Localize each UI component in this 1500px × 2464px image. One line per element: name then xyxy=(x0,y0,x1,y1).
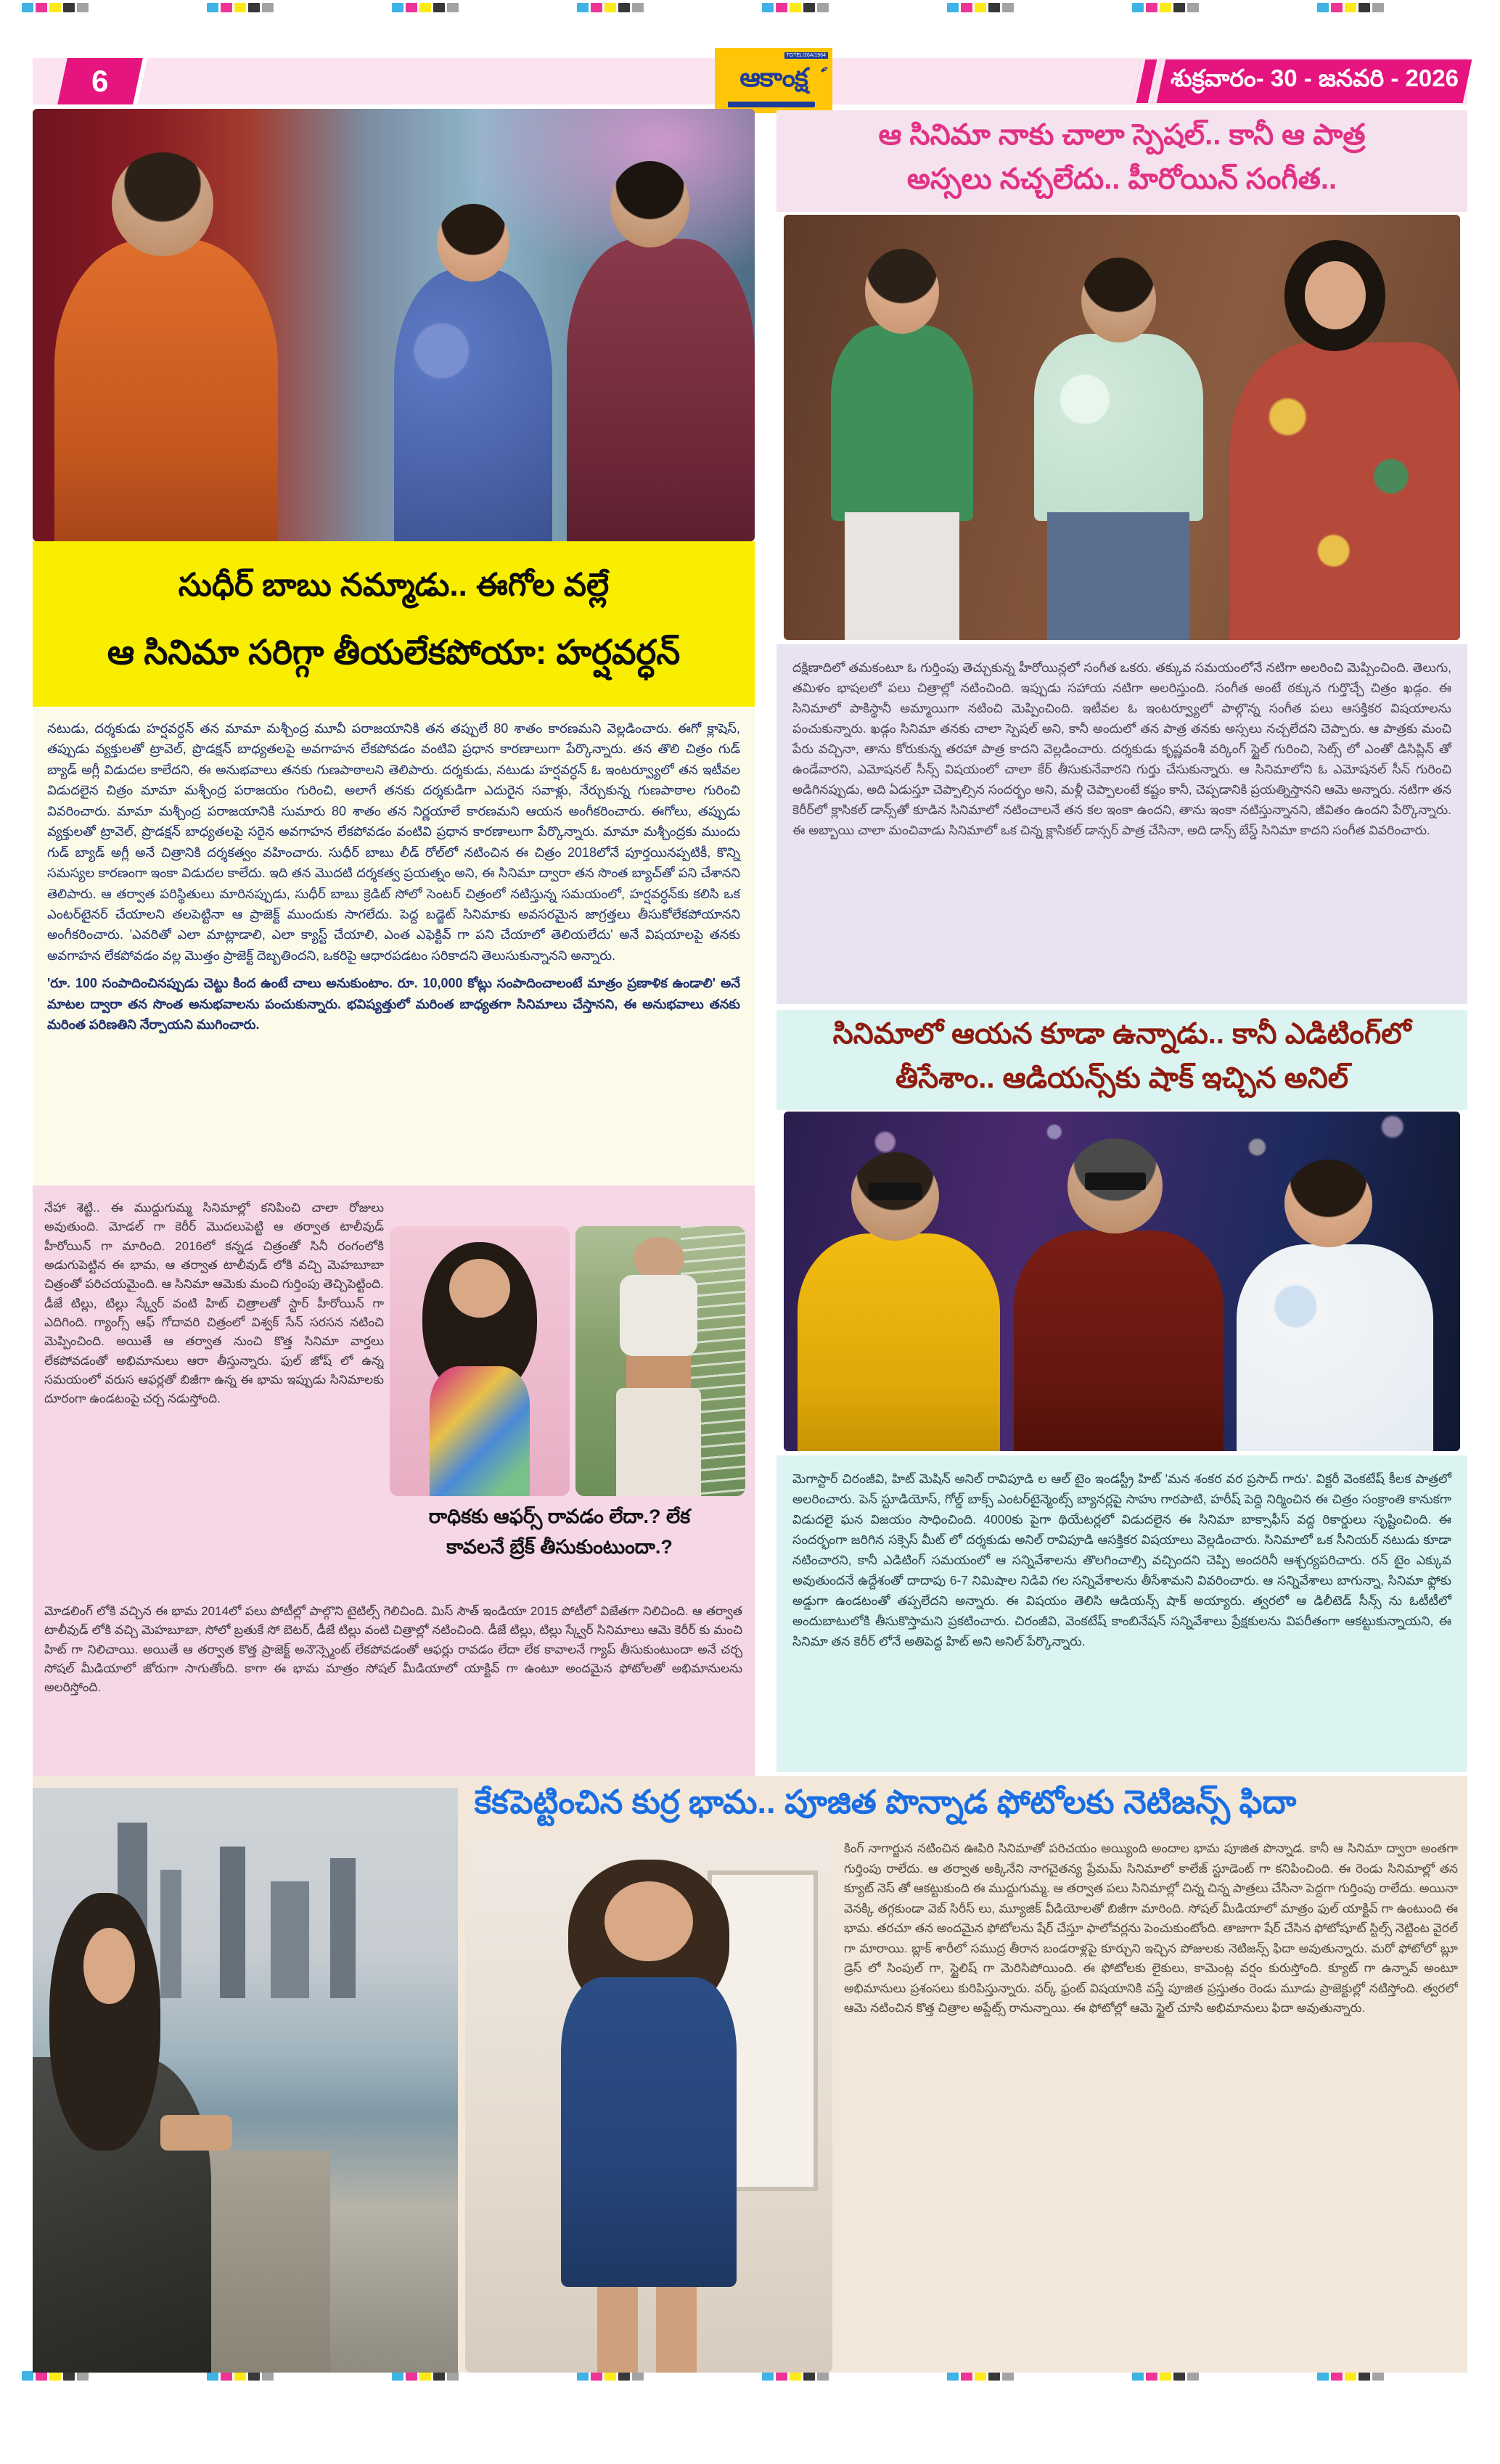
article-body-anil: మెగాస్టార్ చిరంజీవి, హిట్ మెషిన్ అనిల్ రావిపూడి ల ఆల్ టైం ఇండస్ట్రీ హిట్ 'మన శంకర వర ప్రసాద్ గారు'. విక్టరీ వెంకటేష్ కీలక పాత్రలో అలరించారు. పెన్ స్టూడియోస్, గోల్డ్ బాక్స్ ఎంటర్‌టైన్మెంట్స్ బ్యానర్లపై సాహు గారపాటి, హరీష్ పెద్ది నిర్మించిన ఈ చిత్రం సంక్రాంతి కానుకగా విడుదలై ఘన విజయం సాధించింది. 4000కు పైగా థియేటర్లలో విడుదలైన ఈ సినిమా బాక్సాఫీస్ వద్ద రికార్డులు సృష్టించింది. ఈ సందర్భంగా జరిగిన సక్సెస్ మీట్ లో దర్శకుడు అనిల్ రావిపూడి ఆసక్తికర విషయాలు వెల్లడించారు. సినిమాలో ఒక సీనియర్ నటుడు కూడా నటించారని, కానీ ఎడిటింగ్ సమయంలో ఆ సన్నివేశాలను తొలగించాల్సి వచ్చిందని చెప్పి అందరినీ ఆశ్చర్యపరిచారు. రన్ టైం ఎక్కువ అవుతుందనే ఉద్దేశంతో దాదాపు 6-7 నిమిషాల నిడివి గల సన్నివేశాలను తీసేశామని వివరించారు. ఆ సన్నివేశాలు బాగున్నా, సినిమా ఫ్లోకు అడ్డుగా ఉండటంతో తప్పలేదని అన్నారు. ఈ విషయం తెలిసి ఆడియన్స్ షాక్ అయ్యారు. త్వరలో ఆ డిలీటెడ్ సీన్స్ ను ఓటీటీలో అందుబాటులోకి తీసుకొస్తామని ప్రకటించారు. చిరంజీవి, వెంకటేష్ కాంబినేషన్ సన్నివేశాలు ప్రేక్షకులను విపరీతంగా ఆకట్టుకున్నాయని, ఈ సినిమా తన కెరీర్ లోనే అతిపెద్ద హిట్ అని అనిల్ పేర్కొన్నారు. xyxy=(776,1455,1467,1772)
page-number-badge xyxy=(57,58,148,104)
date-banner xyxy=(1157,59,1472,103)
harshavardhan-quote: 'రూ. 100 సంపాదించినప్పుడు చెట్టు కింద ఉంటే చాలు అనుకుంటాం. రూ. 10,000 కోట్లు సంపాదించాలంటే మాత్రం ప్రణాళిక ఉండాలి' అనే మాటల ద్వారా తన సొంత అనుభవాలను పంచుకున్నారు. భవిష్యత్తులో మరింత బాధ్యతగా సినిమాలు చేస్తానని, ఈ అనుభవాలు తనకు మరింత పరిణతిని నేర్పాయని ముగించారు. xyxy=(47,976,740,1032)
photo-anil-event xyxy=(784,1112,1460,1451)
article-body-harshavardhan xyxy=(33,707,755,1186)
masthead xyxy=(715,48,832,113)
article-radhika xyxy=(33,1186,755,1778)
print-registration-marks-top xyxy=(0,3,1500,15)
radhika-intro-text: నేహా శెట్టి.. ఈ ముద్దుగుమ్మ సినిమాల్లో కనిపించి చాలా రోజులు అవుతుంది. మోడల్ గా కెరీర్ మొదలుపెట్టి ఆ తర్వాత టాలీవుడ్ హీరోయిన్ గా మారింది. 2016లో కన్నడ చిత్రంతో సినీ రంగంలోకి అడుగుపెట్టిన ఈ భామ, ఆ తర్వాత టాలీవుడ్ లోకి వచ్చి మెహబూబా చిత్రంతో పరిచయమైంది. ఆ సినిమా ఆమెకు మంచి గుర్తింపు తెచ్చిపెట్టింది. డీజే టిల్లు, టిల్లు స్క్వేర్ వంటి హిట్ చిత్రాలతో స్టార్ హీరోయిన్ గా ఎదిగింది. గ్యాంగ్స్ ఆఫ్ గోదావరి చిత్రంలో విశ్వక్ సేన్ సరసన నటించి మెప్పించింది. అయితే ఆ తర్వాత నుంచి కొత్త సినిమా వార్తలు లేకపోవడంతో అభిమానులు ఆరా తీస్తున్నారు. ఫుల్ జోష్ లో ఉన్న సమయంలో వరుస ఆఫర్లతో బిజీగా ఉన్న ఈ భామ ఇప్పుడు సినిమాలకు దూరంగా ఉండటంపై చర్చ నడుస్తోంది. xyxy=(44,1201,384,1406)
article-body-sangeetha: దక్షిణాదిలో తమకంటూ ఓ గుర్తింపు తెచ్చుకున్న హీరోయిన్లలో సంగీత ఒకరు. తక్కువ సమయంలోనే నటిగా అలరించి మెప్పించింది. తెలుగు, తమిళం భాషలలో పలు చిత్రాల్లో నటించింది. ఇప్పుడు సహాయ నటిగా అలరిస్తుంది. సంగీత అంటే ఠక్కున గుర్తొచ్చే చిత్రం ఖడ్గం. ఈ సినిమాలో పాకిస్థానీ అమ్మాయిగా నటించి మెప్పించింది. ఇటీవల ఓ ఇంటర్వ్యూలో పాల్గొన్న సంగీత పలు ఆసక్తికర విషయాలను పంచుకున్నారు. ఖడ్గం సినిమా తనకు చాలా స్పెషల్ అని, కానీ అందులో తన పాత్ర తనకు అస్సలు నచ్చలేదని చెప్పారు. ఆ పాత్రకు మంచి పేరు వచ్చినా, తాను కోరుకున్న తరహా పాత్ర కాదని వెల్లడించారు. దర్శకుడు కృష్ణవంశీ వర్కింగ్ స్టైల్ గురించి, సెట్స్ లో ఎంతో డిసిప్లిన్ తో ఉండేవారని, ఎమోషనల్ సీన్స్ విషయంలో చాలా కేర్ తీసుకునేవారని గుర్తు చేసుకున్నారు. ఆ సినిమాలోని ఓ ఎమోషనల్ సీన్ గురించి అడిగినప్పుడు, అది ఏడుస్తూ చెప్పాల్సిన సందర్భం అని, మళ్లీ చెప్పాలంటే కష్టం కానీ, చెప్పడానికి ప్రయత్నిస్తానని ఆమె అన్నారు. నటిగా తన కెరీర్‌లో క్లాసికల్ డాన్స్‌తో కూడిన సినిమాలో నటించాలనే తన కల ఇంకా ఉందని, తాను ఇంకా నటిస్తున్నానని, జీవితం ఉందని పేర్కొన్నారు. ఈ అబ్బాయి చాలా మంచివాడు సినిమాలో ఒక చిన్న క్లాసికల్ డాన్సర్ పాత్ర చేసినా, అది డాన్స్ బేస్డ్ సినిమా కాదని సంగీత వివరించారు. xyxy=(776,644,1467,1004)
headline-sangeetha xyxy=(776,110,1467,212)
harshavardhan-text: నటుడు, దర్శకుడు హర్షవర్ధన్ తన మామా మశ్చీంద్ర మూవీ పరాజయానికి తన తప్పులే 80 శాతం కారణమని వెల్లడించారు. ఈగో క్లాషెస్, తప్పుడు వ్యక్తులతో ట్రావెల్, ప్రొడక్షన్ బాధ్యతలపై అవగాహన లేకపోవడం వంటివి ప్రధాన కారణాలుగా పేర్కొన్నారు. తన తొలి చిత్రం గుడ్ బ్యాడ్ అగ్లీ విడుదల కాలేదని, ఈ అనుభవాలు తనకు గుణపాఠాలని తెలిపారు. దర్శకుడు, నటుడు హర్షవర్ధన్ ఓ ఇంటర్వ్యూలో తన ఇటీవల విడుదలైన చిత్రం మామా మశ్చీంద్ర పరాజయం గురించి, అలాగే తనకు దర్శకుడిగా ఎదురైన సవాళ్లు, నేర్చుకున్న గుణపాఠాల గురించి వివరించారు. మామా మశ్చీంద్ర పరాజయానికి సుమారు 80 శాతం తన నిర్ణయాలే కారణమని ఆయన అంగీకరించారు. ఈగోలు, తప్పుడు వ్యక్తులతో ట్రావెల్, ప్రొడక్షన్ బాధ్యతలపై సరైన అవగాహన లేకపోవడం వంటివి ప్రధాన కారణాలుగా పేర్కొన్నారు. మామా మశ్చీంద్రకు ముందు గుడ్ బ్యాడ్ అగ్లీ అనే చిత్రానికి దర్శకత్వం వహించారు. సుధీర్ బాబు లీడ్ రోల్‌లో నటించిన ఈ చిత్రం 2018లోనే పూర్తయినప్పటికీ, కొన్ని సమస్యల కారణంగా ఇంకా విడుదల కాలేదు. ఇది తన మొదటి దర్శకత్వ ప్రయత్నం అని, ఈ సినిమా ద్వారా తన సొంత బ్యాచ్‌తో పని చేశానని తెలిపారు. ఆ తర్వాత పరిస్థితులు మారినప్పుడు, సుధీర్ బాబు క్రెడిట్ సోలో సెంటర్ చిత్రంలో నటిస్తున్న సమయంలో, హర్షవర్ధన్‌కు కలిసి ఒక ఎంటర్‌టైనర్ చేయాలని తలపెట్టినా ఆ ప్రాజెక్ట్ ముందుకు సాగలేదు. పెద్ద బడ్జెట్ సినిమాకు అవసరమైన జాగ్రత్తలు తీసుకోలేకపోయానని అంగీకరించారు. 'ఎవరితో ఎలా మాట్లాడాలి, ఎలా క్యాస్ట్ చేయాలి, ఎంత ఎఫెక్టివ్ గా పని చేయాలో తెలియలేదు' అనే విషయాలపై తనకు అవగాహన లేకపోవడం వల్ల మొత్తం ప్రాజెక్ట్ దెబ్బతిందని, ఒకరిపై ఆధారపడటం సరికాదని తెలుసుకున్నానని అన్నారు. xyxy=(47,721,740,963)
photo-actress-outdoor xyxy=(575,1226,745,1496)
headline-sangeetha-line2: అస్సలు నచ్చలేదు.. హీరోయిన్ సంగీత.. xyxy=(906,163,1337,195)
edition-date: శుక్రవారం- 30 - జనవరి - 2026 xyxy=(1170,65,1459,91)
radhika-caption-line1: రాధికకు ఆఫర్స్ రావడం లేదా.? లేక xyxy=(428,1506,691,1527)
article-poojitha xyxy=(33,1776,1467,2373)
photo-poojitha-blue-dress xyxy=(465,1839,832,2373)
photo-sangeetha-interview xyxy=(784,215,1460,640)
headline-harshavardhan-line1: సుధీర్ బాబు నమ్మాడు.. ఈగోల వల్లే xyxy=(178,567,610,603)
masthead-title: ఆకాంక్ష xyxy=(739,62,808,92)
pen-nib-icon: ✒ xyxy=(817,62,832,78)
photo-poojitha-saree xyxy=(33,1788,458,2373)
masthead-registration-number: TGTEL/26A/1964 xyxy=(784,52,828,59)
photo-harshavardhan-collage xyxy=(33,109,755,541)
headline-poojitha: కేకపెట్టించిన కుర్ర భామ.. పూజిత పొన్నాడ ఫోటోలకు నెటిజన్స్ ఫిదా xyxy=(474,1783,1297,1820)
headline-anil-line1: సినిమాలో ఆయన కూడా ఉన్నాడు.. కానీ ఎడిటింగ్‌లో xyxy=(832,1018,1411,1051)
radhika-caption-line2: కావలనే బ్రేక్ తీసుకుంటుందా.? xyxy=(446,1535,673,1558)
article-body-poojitha: కింగ్ నాగార్జున నటించిన ఊపిరి సినిమాతో పరిచయం అయ్యింది అందాల భామ పూజిత పొన్నాడ. కానీ ఆ సినిమా ద్వారా అంతగా గుర్తింపు రాలేదు. ఆ తర్వాత అక్కినేని నాగచైతన్య ప్రేమమ్ సినిమాలో కాలేజ్ స్టూడెంట్ గా కనిపించింది. ఈ రెండు సినిమాల్లో తన క్యూట్ నెస్ తో ఆకట్టుకుంది ఈ ముద్దుగుమ్మ. ఆ తర్వాత పలు సినిమాల్లో చిన్న చిన్న పాత్రలు చేసినా పెద్దగా గుర్తింపు రాలేదు. అయినా వెనక్కి తగ్గకుండా వెబ్ సిరీస్ లు, మ్యూజిక్ వీడియోలతో బిజీగా మారింది. సోషల్ మీడియాలో మాత్రం ఫుల్ యాక్టివ్ గా ఉంటుంది ఈ భామ. తరచూ తన అందమైన ఫోటోలను షేర్ చేస్తూ ఫాలోవర్లను పెంచుకుంటోంది. తాజాగా షేర్ చేసిన ఫోటోషూట్ స్టిల్స్ నెట్టింట వైరల్ గా మారాయి. బ్లాక్ శారీలో సముద్ర తీరాన బండరాళ్లపై కూర్చుని ఇచ్చిన పోజులకు నెటిజన్స్ ఫిదా అవుతున్నారు. మరో ఫోటోలో బ్లూ డ్రెస్ లో సింపుల్ గా, స్టైలిష్ గా మెరిసిపోయింది. ఈ ఫోటోలకు లైకులు, కామెంట్ల వర్షం కురుస్తోంది. క్యూట్ గా ఉన్నావ్ అంటూ అభిమానులు ప్రశంసలు కురిపిస్తున్నారు. వర్క్ ఫ్రంట్ విషయానికి వస్తే పూజిత ప్రస్తుతం రెండు మూడు ప్రాజెక్టుల్లో నటిస్తోంది. త్వరలో ఆమె నటించిన కొత్త చిత్రాల అప్డేట్స్ రానున్నాయి. ఈ ఫోటోల్లో ఆమె స్టైల్ చూసి అభిమానులు ఫిదా అవుతున్నారు. xyxy=(844,1841,1458,2016)
headline-harshavardhan xyxy=(33,541,755,707)
headline-anil xyxy=(776,1010,1467,1110)
photo-actress-floral-top xyxy=(390,1226,570,1496)
page-number: 6 xyxy=(91,64,109,98)
headline-sangeetha-line1: ఆ సినిమా నాకు చాలా స్పెషల్.. కానీ ఆ పాత్ర xyxy=(878,119,1366,151)
print-registration-marks-bottom xyxy=(0,2371,1500,2383)
headline-anil-line2: తీసేశాం.. ఆడియన్స్‌కు షాక్ ఇచ్చిన అనిల్ xyxy=(895,1061,1349,1094)
radhika-caption xyxy=(372,1502,747,1563)
masthead-underline xyxy=(728,102,815,107)
radhika-body-text: మోడలింగ్ లోకి వచ్చిన ఈ భామ 2014లో పలు పోటీల్లో పాల్గొని టైటిల్స్ గెలిచింది. మిస్ సౌత్ ఇండియా 2015 పోటీలో విజేతగా నిలిచింది. ఆ తర్వాత టాలీవుడ్ లోకి వచ్చి మెహబూబా, సోలో బ్రతుకే సో బెటర్, డీజే టిల్లు వంటి చిత్రాల్లో నటించింది. డీజే టిల్లు, టిల్లు స్క్వేర్ సినిమాలు ఆమె కెరీర్ కు మంచి హిట్ గా నిలిచాయి. అయితే ఆ తర్వాత కొత్త ప్రాజెక్ట్ అనౌన్స్మెంట్ లేకపోవడంతో ఆఫర్లు రావడం లేదా లేక కావాలనే గ్యాప్ తీసుకుంటుందా అనే చర్చ సోషల్ మీడియాలో జోరుగా సాగుతోంది. కాగా ఈ భామ మాత్రం సోషల్ మీడియాలో యాక్టివ్ గా ఉంటూ అందమైన ఫోటోలతో అభిమానులను అలరిస్తోంది. xyxy=(44,1604,742,1695)
headline-harshavardhan-line2: ఆ సినిమా సరిగ్గా తీయలేకపోయా: హర్షవర్ధన్ xyxy=(107,633,681,671)
